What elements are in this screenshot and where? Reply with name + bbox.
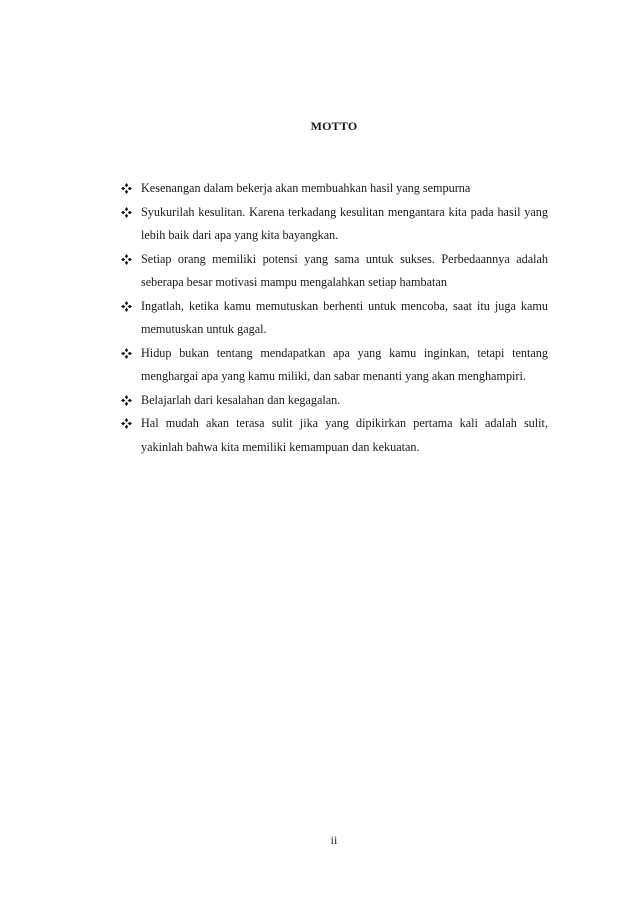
- list-item: [121, 412, 548, 459]
- diamond-bullet-icon: [121, 183, 132, 194]
- diamond-bullet-icon: [121, 348, 132, 359]
- diamond-bullet-icon: [121, 418, 132, 429]
- diamond-bullet-icon: [121, 254, 132, 265]
- page-title: MOTTO: [310, 119, 358, 133]
- list-item: [121, 295, 548, 342]
- diamond-bullet-icon: [121, 301, 132, 312]
- page-number: ii: [330, 833, 338, 847]
- motto-text: Syukurilah kesulitan. Karena terkadang kesulitan mengantara kita pada hasil yang lebih baik dari apa yang kita bayangkan.: [141, 204, 548, 242]
- diamond-bullet-icon: [121, 395, 132, 406]
- list-item: [121, 177, 548, 201]
- motto-text: Belajarlah dari kesalahan dan kegagalan.: [141, 392, 341, 407]
- motto-list: [121, 177, 548, 459]
- motto-text: Setiap orang memiliki potensi yang sama untuk sukses. Perbedaannya adalah seberapa besar motivasi mampu mengalahkan setiap hambatan: [141, 251, 548, 289]
- motto-text: Ingatlah, ketika kamu memutuskan berhenti untuk mencoba, saat itu juga kamu memutuskan untuk gagal.: [141, 298, 548, 336]
- list-item: [121, 389, 548, 413]
- motto-text: Kesenangan dalam bekerja akan membuahkan hasil yang sempurna: [141, 181, 471, 195]
- motto-text: Hidup bukan tentang mendapatkan apa yang kamu inginkan, tetapi tentang menghargai apa yang kamu miliki, dan sabar menanti yang akan menghampiri.: [141, 345, 548, 383]
- diamond-bullet-icon: [121, 207, 132, 218]
- list-item: [121, 342, 548, 389]
- list-item: [121, 201, 548, 248]
- list-item: [121, 248, 548, 295]
- motto-text: Hal mudah akan terasa sulit jika yang dipikirkan pertama kali adalah sulit, yakinlah bahwa kita memiliki kemampuan dan kekuatan.: [141, 416, 548, 454]
